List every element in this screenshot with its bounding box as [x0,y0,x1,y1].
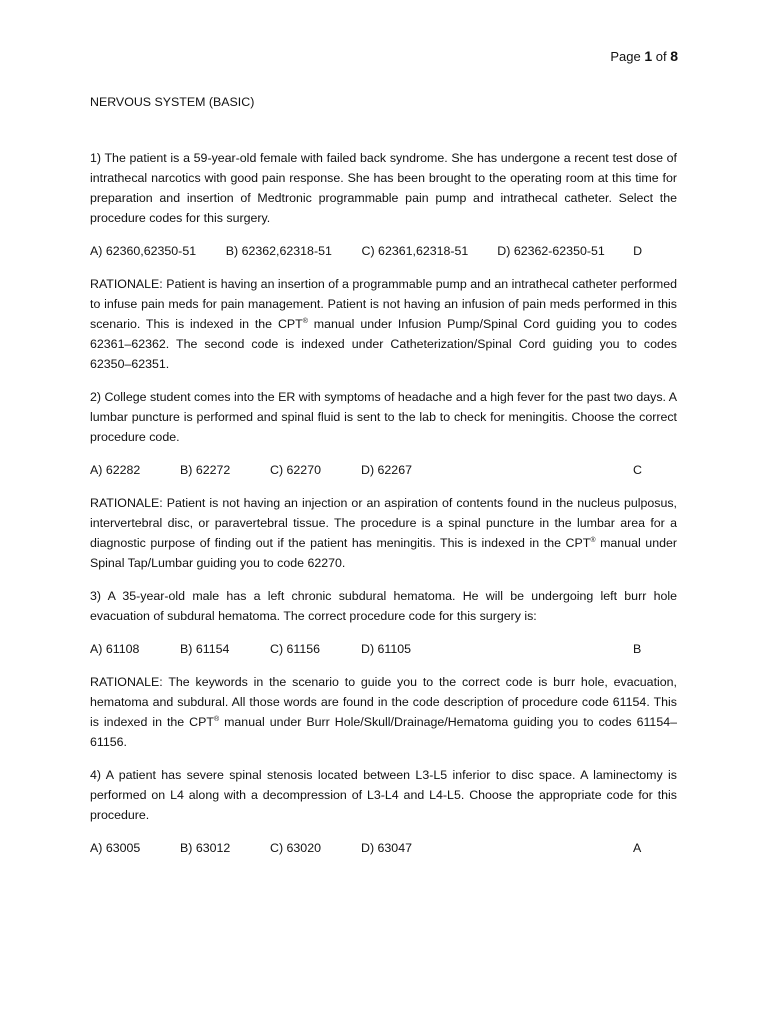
rationale-text: RATIONALE: Patient is not having an injection or an aspiration of contents found in the nucleus pulposus, intervertebral disc, or paravertebral tissue. The procedure is a spinal puncture in the lumbar area for a diagnostic purpose of finding out if the patient has meningitis. This is indexed in the CPT [90,496,677,550]
rationale-text: RATIONALE: The keywords in the scenario to guide you to the correct code is burr hole, evacuation, hematoma and subdural. All those words are found in the code description of procedure code 61154. This is indexed in the CPT [90,675,677,729]
question-3-rationale [90,672,677,752]
option-a: A) 62282 [90,463,141,477]
option-a: A) 63005 [90,841,141,855]
option-c: C) 62270 [270,463,321,477]
page-label: Page [610,49,645,64]
question-2-options [90,460,677,480]
option-d: D) 62362-62350-51 [497,244,605,258]
option-b: B) 61154 [180,642,230,656]
answer-key: A [633,841,642,855]
section-title: NERVOUS SYSTEM (BASIC) [90,95,255,109]
question-1-options [90,241,677,261]
rationale-text: manual under Spinal Tap/Lumbar guiding you to code 62270. [90,536,678,570]
option-b: B) 62362,62318-51 [225,244,332,258]
option-b: B) 63012 [180,841,231,855]
question-3-options [90,639,677,659]
rationale-text: manual under Burr Hole/Skull/Drainage/Hematoma guiding you to codes 61154–61156. [90,715,677,749]
question-3-text: 3) A 35-year-old male has a left chronic subdural hematoma. He will be undergoing left burr hole evacuation of subdural hematoma. The correct procedure code for this surgery is: [90,589,677,623]
option-d: D) 62267 [361,463,412,477]
registered-mark: ® [590,537,596,544]
current-page: 1 [644,48,653,64]
question-4-text: 4) A patient has severe spinal stenosis located between L3-L5 inferior to disc space. A laminectomy is performed on L4 along with a decompression of L3-L4 and L4-L5. Choose the appropriate code for this procedure. [90,768,677,822]
option-c: C) 63020 [270,841,321,855]
option-a: A) 62360,62350-51 [90,244,197,258]
rationale-text: RATIONALE: Patient is having an insertion of a programmable pump and an intrathecal catheter performed to infuse pain meds for pain management. Patient is not having an infusion of pain meds performed in this scenario. This is indexed in the CPT [90,277,677,331]
option-c: C) 61156 [270,642,321,656]
question-2-text: 2) College student comes into the ER with symptoms of headache and a high fever for the past two days. A lumbar puncture is performed and spinal fluid is sent to the lab to check for meningitis. Choose the correct procedure code. [90,390,677,444]
rationale-text: manual under Infusion Pump/Spinal Cord guiding you to codes 62361–62362. The second code is indexed under Catheterization/Spinal Cord guiding you to codes 62350–62351. [90,317,678,371]
total-pages: 8 [670,48,678,64]
option-b: B) 62272 [180,463,231,477]
page-number [610,47,678,66]
option-d: D) 61105 [361,642,412,656]
answer-key: B [633,642,642,656]
question-4-options [90,838,677,858]
registered-mark: ® [302,318,308,325]
option-a: A) 61108 [90,642,140,656]
page-of-label: of [652,49,671,64]
option-c: C) 62361,62318-51 [361,244,469,258]
question-1-text: 1) The patient is a 59-year-old female with failed back syndrome. She has undergone a recent test dose of intrathecal narcotics with good pain response. She has been brought to the operating room at this time for preparation and insertion of Medtronic programmable pain pump and intrathecal catheter. Select the procedure codes for this surgery. [90,151,677,225]
registered-mark: ® [213,716,220,723]
question-2-rationale [90,493,677,573]
answer-key: D [633,244,643,258]
document-body [90,93,677,871]
answer-key: C [633,463,642,477]
question-1-rationale [90,274,677,374]
option-d: D) 63047 [361,841,412,855]
